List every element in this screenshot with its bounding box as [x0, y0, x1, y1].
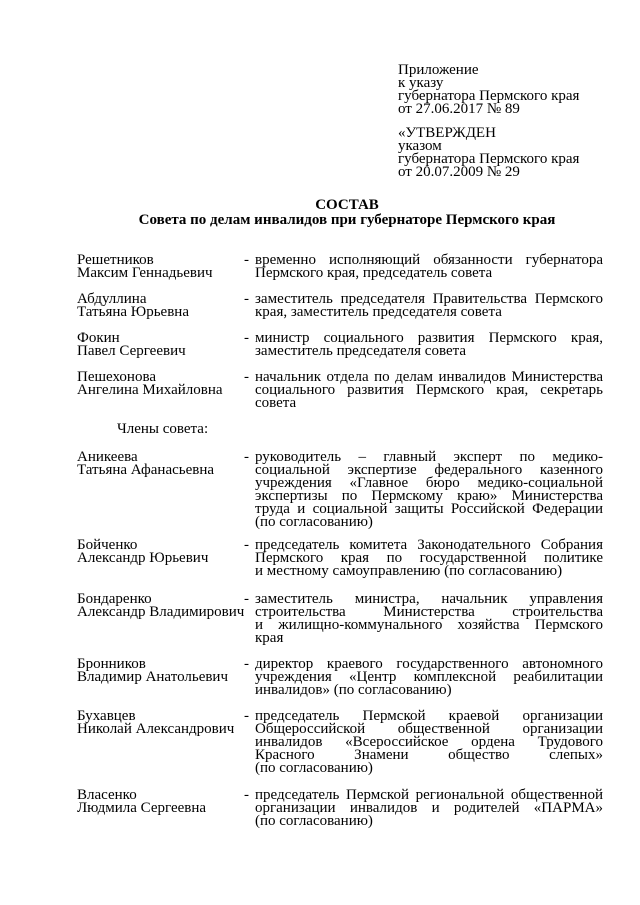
member-name-line: Татьяна Афанасьевна	[77, 462, 215, 478]
appendix-line: Приложение	[398, 62, 479, 78]
appendix-line: губернатора Пермского края	[398, 88, 580, 104]
member-name	[77, 789, 247, 815]
member-name	[77, 254, 247, 280]
member-name	[77, 332, 247, 358]
member-role-line: (по согласованию)	[255, 514, 373, 530]
member-name-line: Бухавцев	[77, 708, 136, 724]
approved-line: «УТВЕРЖДЕН	[398, 125, 496, 141]
members-heading: Члены совета:	[117, 421, 209, 437]
member-role-line: председатель Пермской краевой организации	[255, 708, 603, 724]
member-role	[255, 658, 603, 697]
member-name	[77, 593, 247, 619]
member-name-line: Максим Геннадьевич	[77, 265, 213, 281]
member-role	[255, 789, 603, 828]
approved-block	[398, 127, 618, 179]
member-name-line: Ангелина Михайловна	[77, 382, 223, 398]
member-role-line: директор краевого государственного автономного	[255, 656, 603, 672]
member-name	[77, 371, 247, 397]
member-role-line: руководитель – главный эксперт по медико-	[255, 449, 603, 465]
member-name-line: Абдуллина	[77, 291, 147, 307]
dash-separator: -	[244, 369, 249, 385]
member-role	[255, 293, 603, 319]
dash-separator: -	[244, 787, 249, 803]
member-name-line: Фокин	[77, 330, 120, 346]
member-role-line: края	[255, 630, 284, 646]
member-role-line: социального развития Пермского края, секретарь	[255, 382, 603, 398]
member-role-line: (по согласованию)	[255, 760, 373, 776]
member-role-line: председатель Пермской региональной общественной	[255, 787, 603, 803]
member-role	[255, 710, 603, 775]
dash-separator: -	[244, 656, 249, 672]
member-role-line: труда и социальной защиты Российской Федерации	[255, 501, 603, 517]
dash-separator: -	[244, 252, 249, 268]
member-role-line: Пермского края по государственной политике	[255, 550, 603, 566]
member-role-line: заместитель председателя Правительства Пермского	[255, 291, 603, 307]
member-role-line: инвалидов» (по согласованию)	[255, 682, 452, 698]
dash-separator: -	[244, 449, 249, 465]
member-name-line: Аникеева	[77, 449, 138, 465]
dash-separator: -	[244, 537, 249, 553]
dash-separator: -	[244, 291, 249, 307]
member-name-line: Николай Александрович	[77, 721, 235, 737]
member-role-line: Красного Знамени общество слепых»	[255, 747, 603, 763]
member-role-line: председатель комитета Законодательного Собрания	[255, 537, 603, 553]
dash-separator: -	[244, 330, 249, 346]
member-role-line: заместитель председателя совета	[255, 343, 467, 359]
member-role	[255, 371, 603, 410]
appendix-line: к указу	[398, 75, 444, 91]
member-name-line: Бронников	[77, 656, 146, 672]
member-role-line: экспертизы по Пермскому краю» Министерства	[255, 488, 603, 504]
member-role-line: социальной экспертизе федерального казенного	[255, 462, 603, 478]
document-title: СОСТАВ	[315, 197, 379, 213]
member-role-line: начальник отдела по делам инвалидов Министерства	[255, 369, 603, 385]
member-name-line: Бойченко	[77, 537, 138, 553]
member-name-line: Решетников	[77, 252, 154, 268]
member-role-line: и местному самоуправлению (по согласованию)	[255, 563, 563, 579]
member-name-line: Татьяна Юрьевна	[77, 304, 189, 320]
document-subtitle: Совета по делам инвалидов при губернаторе Пермского края	[138, 212, 556, 228]
dash-separator: -	[244, 708, 249, 724]
member-role	[255, 539, 603, 578]
member-role-line: (по согласованию)	[255, 813, 373, 829]
member-role-line: совета	[255, 395, 297, 411]
member-role-line: Общероссийской общественной организации	[255, 721, 603, 737]
member-name	[77, 539, 247, 565]
member-role-line: и жилищно-коммунального хозяйства Пермского	[255, 617, 603, 633]
member-role-line: строительства Министерства строительства	[255, 604, 603, 620]
approved-line: указом	[398, 138, 442, 154]
member-name-line: Александр Юрьевич	[77, 550, 209, 566]
member-role-line: инвалидов «Всероссийское ордена Трудового	[255, 734, 603, 750]
approved-line: от 20.07.2009 № 29	[398, 164, 520, 180]
member-name-line: Пешехонова	[77, 369, 156, 385]
member-name-line: Власенко	[77, 787, 137, 803]
member-name-line: Бондаренко	[77, 591, 152, 607]
member-name	[77, 710, 247, 736]
approved-line: губернатора Пермского края	[398, 151, 580, 167]
member-role	[255, 254, 603, 280]
member-role-line: учреждения «Центр комплексной реабилитации	[255, 669, 603, 685]
member-name	[77, 293, 247, 319]
member-name-line: Павел Сергеевич	[77, 343, 186, 359]
member-name-line: Владимир Анатольевич	[77, 669, 229, 685]
member-name-line: Людмила Сергеевна	[77, 800, 207, 816]
member-role-line: Пермского края, председатель совета	[255, 265, 493, 281]
member-name	[77, 658, 247, 684]
appendix-line: от 27.06.2017 № 89	[398, 101, 520, 117]
member-role-line: края, заместитель председателя совета	[255, 304, 502, 320]
appendix-block	[398, 64, 618, 116]
member-role	[255, 451, 603, 529]
member-role-line: заместитель министра, начальник управления	[255, 591, 603, 607]
member-role	[255, 593, 603, 645]
dash-separator: -	[244, 591, 249, 607]
member-name-line: Александр Владимирович	[77, 604, 245, 620]
member-role-line: организации инвалидов и родителей «ПАРМА»	[255, 800, 603, 816]
member-role-line: учреждения «Главное бюро медико-социальной	[255, 475, 603, 491]
member-name	[77, 451, 247, 477]
member-role-line: министр социального развития Пермского края,	[255, 330, 603, 346]
member-role-line: временно исполняющий обязанности губернатора	[255, 252, 603, 268]
member-role	[255, 332, 603, 358]
